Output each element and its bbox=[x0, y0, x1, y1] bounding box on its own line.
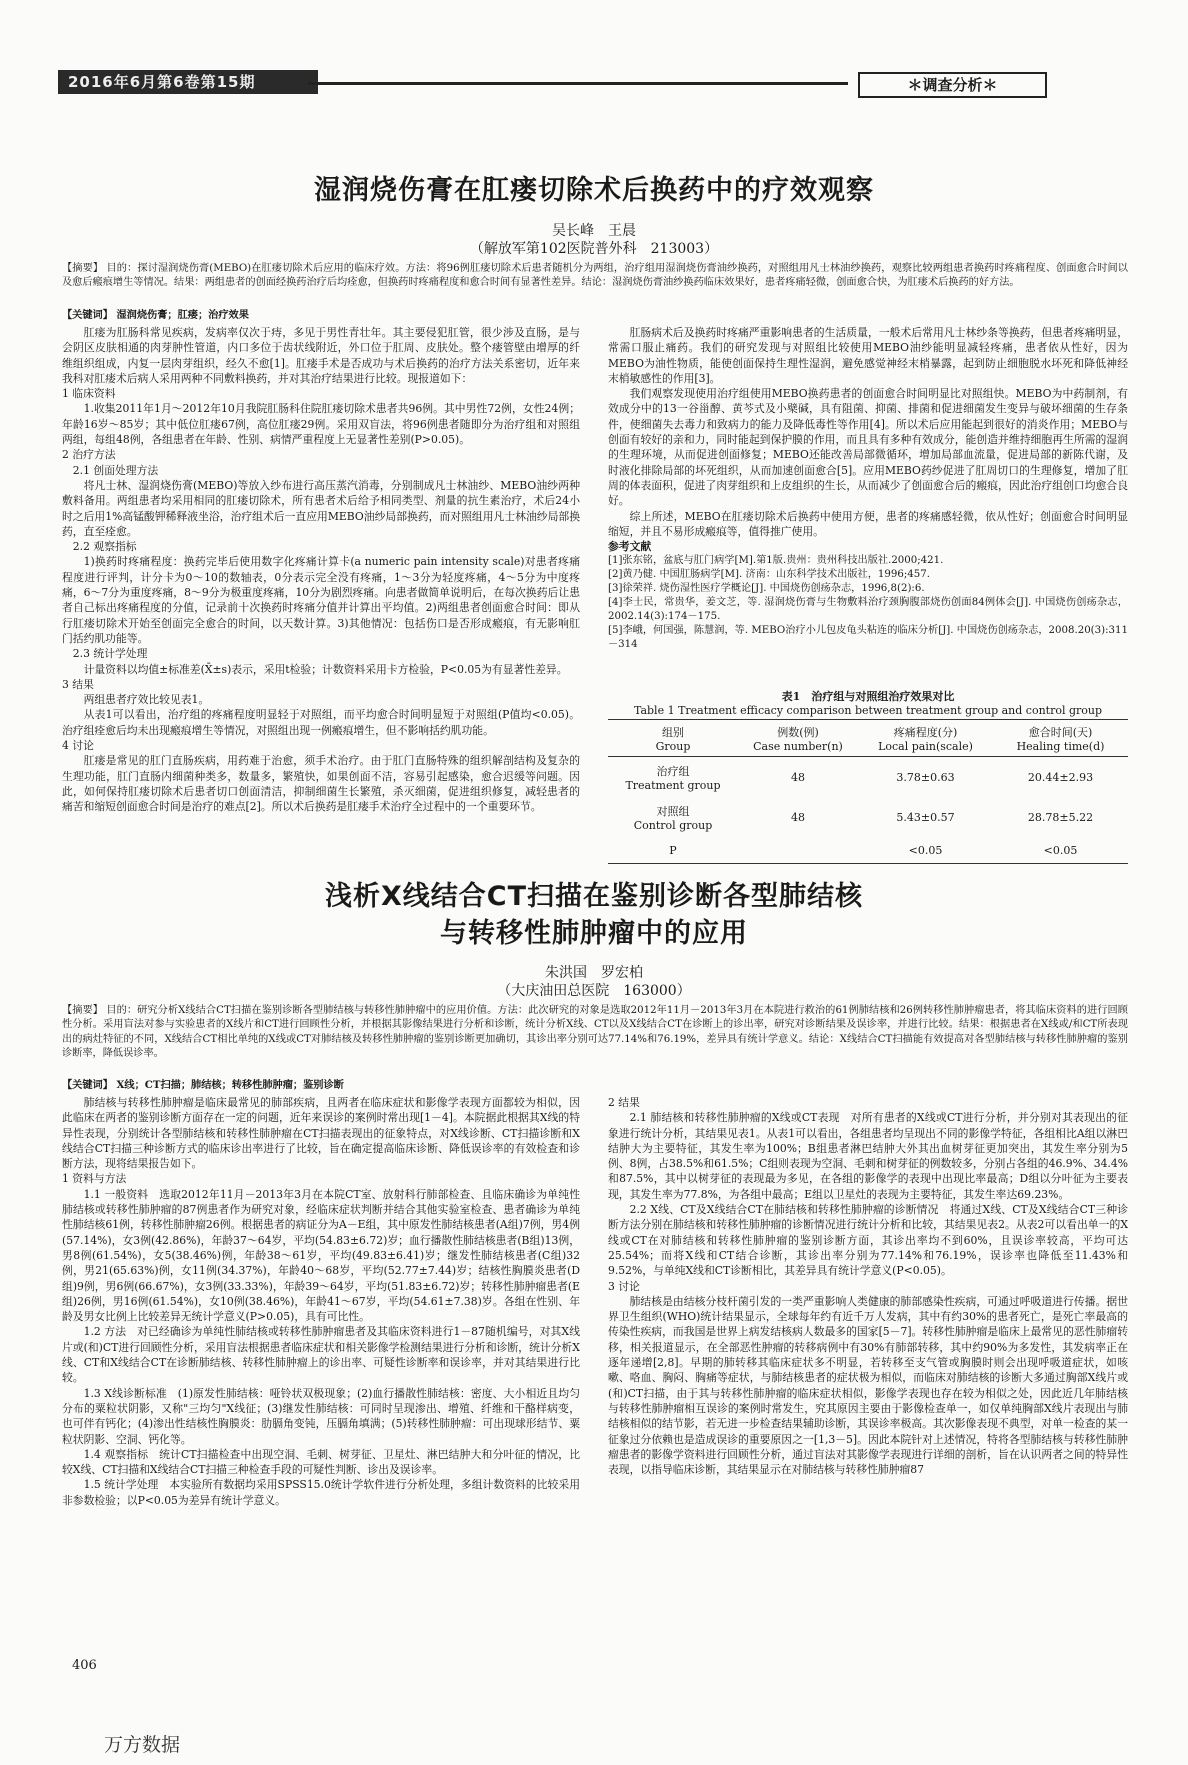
paragraph: 1.1 一般资料 选取2012年11月－2013年3月在本院CT室、放射科行肺部检查、且临床确诊为单纯性肺结核或转移性肺肿瘤的87例患者作为研究对象，经临床症状判断并结合其他实验室检查、患者确诊为单纯性肺结核61例，转移性肺肿瘤26例。根据患者的病证分为A－E组，其中原发性肺结核患者(A组)7例，男4例(57.14%)，女3例(42.86%)，年龄37～64岁，平均(54.83±6.72)岁；血行播散性肺结核患者(B组)13例，男8例(61.54%)，女5(38.46%)例，年龄38～61岁，平均(49.83±6.41)岁；继发性肺结核患者(C组)32例，男21(65.63%)例，女11例(34.37%)，年龄40～68岁，平均(52.77±7.44)岁；结核性胸膜炎患者(D组)9例，男6例(66.67%)，女3例(33.33%)，年龄39～64岁，平均(51.83±6.72)岁；转移性肺肿瘤患者(E组)26例，男16例(61.54%)，女10例(38.46%)，年龄41～67岁，平均(54.61±7.38)岁。各组在性别、年龄及男女比例上比较差异无统计学意义(P>0.05)，具有可比性。 bbox=[62, 1187, 580, 1324]
table-title-en: Table 1 Treatment efficacy comparison between treatment group and control group bbox=[633, 704, 1103, 717]
header-rule bbox=[308, 82, 848, 85]
section-heading: 2 结果 bbox=[608, 1096, 640, 1109]
table-row bbox=[608, 837, 1128, 863]
article2-title-line1: 浅析X线结合CT扫描在鉴别诊断各型肺结核 bbox=[324, 881, 864, 912]
article1-intro: 肛瘘为肛肠科常见疾病，发病率仅次于痔，多见于男性青壮年。其主要侵犯肛管，很少涉及直肠，是与会阴区皮肤相通的肉芽肿性管道，内口多位于齿状线附近，外口位于肛周、皮肤处。整个瘘管壁由增厚的纤维组织组成，内复一层肉芽组织，经久不愈[1]。肛瘘手术是否成功与术后换药的治疗方法关系密切，近年来我科对肛瘘术后病人采用两种不同敷料换药，并对其治疗结果进行比较。现报道如下： bbox=[62, 326, 580, 385]
paragraph: 2.1 肺结核和转移性肺肿瘤的X线或CT表现 对所有患者的X线或CT进行分析，并分别对其表现出的征象进行统计分析，其结果见表1。从表1可以看出，各组患者均呈现出不同的影像学特征，各组相比A组以淋巴结肿大为主要特征，其发生率为100%；B组患者淋巴结肿大外其出血树芽征更加突出，其发生率分别为5例、8例，占38.5%和61.5%；C组则表现为空洞、毛刺和树芽征的例数较多，分别占各组的46.9%、34.4%和87.5%，其中以树芽征的表现最为多见，在各组的影像学的表现中出现比率最高；D组以分叶征为主要表现，其发生率为77.8%，为各组中最高；E组以卫星灶的表现为主要特征，其发生率达69.23%。 bbox=[608, 1111, 1128, 1201]
subsection-heading: 2.3 统计学处理 bbox=[72, 647, 148, 661]
paragraph: 将凡士林、湿润烧伤膏(MEBO)等放入纱布进行高压蒸汽消毒，分别制成凡士林油纱、MEBO油纱两种敷料备用。两组患者均采用相同的肛瘘切除术，所有患者术后给予相同类型、剂量的抗生素治疗，术后24小时之后用1%高锰酸钾稀释液坐浴，治疗组术后一直应用MEBO油纱局部换药，而对照组用凡士林油纱局部换药，直至痊愈。 bbox=[62, 478, 580, 538]
table-title: 表1 治疗组与对照组治疗效果对比 bbox=[781, 690, 955, 703]
article2-keywords: 【关键词】 X线；CT扫描；肺结核；转移性肺肿瘤；鉴别诊断 bbox=[62, 1079, 344, 1091]
paragraph: 两组患者疗效比较见表1。 bbox=[83, 693, 210, 707]
table-cell: 3.78±0.63 bbox=[896, 770, 955, 784]
paragraph: 1.收集2011年1月～2012年10月我院肛肠科住院肛瘘切除术患者共96例。其中男性72例，女性24例；年龄16岁～85岁；其中低位肛瘘67例，高位肛瘘29例。采用双盲法，将96例患者随即分为治疗组和对照组两组，每组48例，各组患者在年龄、性别、病情严重程度上无显著性差别(P>0.05)。 bbox=[62, 402, 580, 447]
table-bottom-rule bbox=[608, 863, 1128, 864]
article2-abstract: 【摘要】 目的：研究分析X线结合CT扫描在鉴别诊断各型肺结核与转移性肺肿瘤中的应用价值。方法：此次研究的对象是选取2012年11月－2013年3月在本院进行救治的61例肺结核和26例转移性肺肿瘤患者，将其临床资料的进行回顾性分析。采用盲法对参与实验患者的X线片和CT进行回顾性分析，并根据其影像结果进行分析和诊断，统计分析X线、CT以及X线结合CT在诊断上的诊出率，研究对诊断结果及误诊率，并进行比较。结果：根据患者在X线或/和CT所表现出的病灶特征的不同，X线结合CT相比单纯的X线或CT对肺结核及转移性肺肿瘤的鉴别诊断更加确切，其诊出率分别可达77.14%和76.19%，差异具有统计学意义。结论：X线结合CT扫描能有效提高对各型肺结核与转移性肺肿瘤的鉴别诊断率，降低误诊率。 bbox=[62, 1005, 1128, 1060]
footer-logo: 万方数据 bbox=[104, 1734, 181, 1756]
article1-right-column bbox=[608, 325, 1128, 652]
results-table-body bbox=[608, 757, 1128, 863]
table-cell: 治疗组 bbox=[656, 764, 690, 778]
paragraph: 肺结核是由结核分枝杆菌引发的一类严重影响人类健康的肺部感染性疾病，可通过呼吸道进行传播。据世界卫生组织(WHO)统计结果显示，全球每年约有近千万人发病，其中有约30%的患者死亡，是死亡率最高的传染性疾病，而我国是世界上病发结核病人数最多的国家[5－7]。转移性肺肿瘤是临床上最常见的恶性肺瘤转移，相关报道显示，在全部恶性肿瘤的转移病例中有30%有肺部转移，其中约90%为多发性，其发病率正在逐年递增[2,8]。早期的肺转移其临床症状多不明显，若转移至支气管或胸膜时则会出现呼吸道症状，如咳嗽、咯血、胸闷、胸痛等症状，与肺结核患者的症状极为相似，而临床对肺结核的诊断大多通过胸部X线片或(和)CT扫描，由于其与转移性肺肿瘤的临床症状相似，影像学表现也存在较为相似之处，因此近几年肺结核与转移性肺肿瘤相互误诊的案例时常发生，究其原因主要由于影像检查单一，如仅单纯胸部X线片表现出与肺结核相似的结节影，若无进一步检查结果辅助诊断，其误诊率极高。其次影像表现不典型，对单一检查的某一征象过分依赖也是造成误诊的重要原因之一[1,3－5]。因此本院针对上述情况，特将各型肺结核与转移性肺肿瘤患者的影像学资料进行回顾性分析，通过盲法对其影像学表现进行详细的剖析，旨在认识两者之间的特异性表现，以指导临床诊断，其结果显示在对肺结核与转移性肺肿瘤87 bbox=[608, 1294, 1128, 1477]
page-number: 406 bbox=[72, 1658, 97, 1673]
table-header-en: Healing time(d) bbox=[1016, 739, 1105, 753]
table-header-en: Group bbox=[655, 739, 691, 753]
article1-title: 湿润烧伤膏在肛瘘切除术后换药中的疗效观察 bbox=[314, 175, 874, 206]
table-header: 例数(例) bbox=[777, 725, 819, 739]
paragraph: 计量资料以均值±标准差(X̄±s)表示，采用t检验；计数资料采用卡方检验，P<0.05为有显著性差异。 bbox=[83, 662, 568, 676]
paragraph: 1.2 方法 对已经确诊为单纯性肺结核或转移性肺肿瘤患者及其临床资料进行1－87随机编号，对其X线片或(和)CT进行回顾性分析，采用盲法根据患者临床症状和相关影像学检测结果进行分析和诊断，统计分析X线、CT和X线结合CT在诊断肺结核、转移性肺肿瘤上的诊出率、可疑性诊断率和误诊率，并对其结果进行比较。 bbox=[62, 1325, 580, 1385]
table-cell: <0.05 bbox=[908, 843, 943, 857]
section-heading: 1 临床资料 bbox=[62, 387, 116, 401]
table-row bbox=[608, 797, 1128, 837]
article1-keywords: 【关键词】 湿润烧伤膏；肛瘘；治疗效果 bbox=[62, 309, 249, 321]
table-cell: 5.43±0.57 bbox=[896, 810, 955, 824]
section-heading: 3 讨论 bbox=[608, 1279, 640, 1293]
article1-affiliation: （解放军第102医院普外科 213003） bbox=[469, 241, 719, 257]
subsection-heading: 2.2 观察指标 bbox=[72, 540, 137, 554]
article2-affiliation: （大庆油田总医院 163000） bbox=[497, 983, 691, 999]
article2-authors: 朱洪国 罗宏柏 bbox=[545, 965, 643, 981]
section-heading: 3 结果 bbox=[62, 677, 94, 691]
table-header: 愈合时间(天) bbox=[1028, 725, 1093, 739]
section-heading: 4 讨论 bbox=[62, 739, 94, 753]
paragraph: 1.5 统计学处理 本实验所有数据均采用SPSS15.0统计学软件进行分析处理，多组计数资料的比较采用非参数检验；以P<0.05为差异有统计学意义。 bbox=[62, 1478, 580, 1507]
results-table bbox=[608, 720, 1128, 756]
table-cell: 48 bbox=[791, 770, 805, 784]
article1-left-column bbox=[62, 325, 580, 815]
table-cell: 48 bbox=[791, 810, 805, 824]
paragraph: 肺结核与转移性肺肿瘤是临床最常见的肺部疾病，且两者在临床症状和影像学表现方面都较为相似，因此临床在两者的鉴别诊断方面存在一定的问题，近年来误诊的案例时常出现[1－4]。本院据此根据其X线的特异性表现，分别统计各型肺结核和转移性肺肿瘤在CT扫描表现出的征象特点，对X线诊断、CT扫描诊断和X线结合CT扫描三种诊断方式的临床诊出率进行了比较，旨在确定提高临床诊断、降低误诊率的有效检查和诊断方法，现将结果报告如下。 bbox=[62, 1096, 580, 1171]
table-header: 疼痛程度(分) bbox=[893, 725, 958, 739]
table-cell: <0.05 bbox=[1043, 843, 1078, 857]
reference-item: [4]李士民，常贵华，姜文芝，等. 湿润烧伤膏与生物敷料治疗颈胸腹部烧伤创面84例体会[J]. 中国烧伤创疡杂志，2002.14(3):174－175. bbox=[608, 597, 1128, 623]
paragraph: 1.3 X线诊断标准 (1)原发性肺结核：哑铃状双极现象；(2)血行播散性肺结核：密度、大小相近且均匀分布的粟粒状阴影，又称"三均匀"X线征；(3)继发性肺结核：可同时呈现渗出、增殖、纤维和干酪样病变，也可伴有钙化；(4)渗出性结核性胸膜炎：肋膈角变钝，压膈角填满；(5)转移性肺肿瘤：可出现球形结节、粟粒状阴影、空洞、钙化等。 bbox=[62, 1386, 580, 1446]
table-cell bbox=[738, 837, 858, 863]
issue-banner: 2016年6月第6卷第15期 bbox=[58, 70, 318, 94]
references-heading: 参考文献 bbox=[608, 540, 652, 554]
table-header: 组别 bbox=[662, 725, 684, 739]
table1 bbox=[608, 688, 1128, 864]
paragraph: 我们观察发现使用治疗组使用MEBO换药患者的创面愈合时间明显比对照组快。MEBO为中药制剂，有效成分中的13一谷甾醇、黄芩式及小檗碱，具有阻菌、抑菌、排菌和促进细菌发生变异与破坏细菌的生存条件，使细菌失去毒力和致病力的能力及降低毒性等作用[4]。所以术后应用能起到很好的消炎作用；MEBO与创面有较好的亲和力，同时能起到保护膜的作用，而且具有多种有效成分，能创造并维持细胞再生所需的湿润的生理环境，从而促进创面修复；MEBO还能改善局部微循环，增加局部血流量，促进局部的新陈代谢，及时液化排除局部的坏死组织，从而加速创面愈合[5]。应用MEBO药纱促进了肛周切口的生理修复，增加了肛周的体表面积，促进了肉芽组织和上皮组织的生长，从而减少了创面愈合后的瘢痕，因此治疗组创口均愈合良好。 bbox=[608, 387, 1128, 508]
reference-item: [3]徐荣祥. 烧伤湿性医疗学概论[J]. 中国烧伤创疡杂志，1996,8(2):6. bbox=[608, 583, 925, 595]
reference-item: [2]黄乃健. 中国肛肠病学[M]. 济南：山东科学技术出版社，1996;457. bbox=[608, 569, 930, 581]
article2-right-column bbox=[608, 1095, 1128, 1477]
table-cell: P bbox=[669, 843, 677, 857]
article2-title-line2: 与转移性肺肿瘤中的应用 bbox=[440, 918, 748, 949]
table-cell: 20.44±2.93 bbox=[1027, 770, 1094, 784]
reference-item: [5]李峨，何国强，陈慧润，等. MEBO治疗小儿包皮龟头粘连的临床分析[J]. 中国烧伤创疡杂志，2008.20(3):311－314 bbox=[608, 625, 1128, 651]
paragraph: 1)换药时疼痛程度：换药完毕后使用数字化疼痛计算卡(a numeric pain intensity scale)对患者疼痛程度进行评判，计分卡为0～10的数轴表，0分表示完全没有疼痛，1～3分为轻度疼痛，4～5分为中度疼痛，6～7分为重度疼痛，8～9分为极重度疼痛，10分为剧烈疼痛。向患者做简单说明后，在每次换药后让患者自己标出疼痛程度的分值，记录前十次换药时疼痛分值并计算出平均值。2)两组患者创面愈合时间：即从行肛瘘切除术开始至创面完全愈合的时间，以天数计算。3)其他情况：包括伤口是否形成瘢痕，有无影响肛门括约肌功能等。 bbox=[62, 555, 580, 645]
table-header-en: Local pain(scale) bbox=[878, 739, 973, 753]
paragraph: 综上所述，MEBO在肛瘘切除术后换药中使用方便，患者的疼痛感轻微，依从性好；创面愈合时间明显缩短，并且不易形成瘢痕等，值得推广使用。 bbox=[608, 509, 1128, 538]
reference-item: [1]张东铭，盆底与肛门病学[M].第1版.贵州：贵州科技出版社.2000;421. bbox=[608, 555, 944, 567]
paragraph: 肛瘘是常见的肛门直肠疾病，用药难于治愈，须手术治疗。由于肛门直肠特殊的组织解剖结构及复杂的生理功能，肛门直肠内细菌种类多，数量多，繁殖快，如果创面不洁，容易引起感染，愈合迟缓等问题。因此，如何保持肛瘘切除术后患者切口创面清洁，抑制细菌生长繁殖，杀灭细菌，促进组织修复，减轻患者的痛苦和缩短创面愈合时间是治疗的难点[2]。所以术后换药是肛瘘手术治疗全过程中的一个重要环节。 bbox=[62, 754, 580, 814]
article1-abstract: 【摘要】 目的：探讨湿润烧伤膏(MEBO)在肛瘘切除术后应用的临床疗效。方法：将96例肛瘘切除术后患者随机分为两组，治疗组用湿润烧伤膏油纱换药，对照组用凡士林油纱换药，观察比较两组患者换药时疼痛程度、创面愈合时间以及愈后瘢痕增生等情况。结果：两组患者的创面经换药治疗后均痊愈，但换药时疼痛程度和愈合时间有显著性差异。结论：湿润烧伤膏油纱换药临床效果好，患者疼痛轻微，创面愈合快，为肛瘘术后换药的好方法。 bbox=[62, 263, 1128, 289]
subsection-heading: 2.1 创面处理方法 bbox=[72, 463, 159, 477]
section-label: ＊调查分析＊ bbox=[858, 72, 1047, 98]
section-heading: 1 资料与方法 bbox=[62, 1172, 127, 1186]
section-heading: 2 治疗方法 bbox=[62, 448, 116, 462]
article2-left-column bbox=[62, 1095, 580, 1508]
table-cell: 28.78±5.22 bbox=[1027, 810, 1094, 824]
paragraph: 1.4 观察指标 统计CT扫描检查中出现空洞、毛刺、树芽征、卫星灶、淋巴结肿大和分叶征的情况，比较X线、CT扫描和X线结合CT扫描三种检查手段的可疑性判断、诊出及误诊率。 bbox=[62, 1447, 580, 1477]
paragraph: 从表1可以看出，治疗组的疼痛程度明显轻于对照组，而平均愈合时间明显短于对照组(P值均<0.05)。治疗组痊愈后均未出现瘢痕增生等情况，对照组出现一例瘢痕增生，但不影响括约肌功能。 bbox=[62, 708, 580, 737]
table-cell: 对照组 bbox=[656, 804, 690, 818]
paragraph: 2.2 X线、CT及X线结合CT在肺结核和转移性肺肿瘤的诊断情况 将通过X线、CT及X线结合CT三种诊断方法分别在肺结核和转移性肺肿瘤的诊断情况进行统计分析和比较，其结果见表2。从表2可以看出单一的X线或CT在对肺结核和转移性肺肿瘤的鉴别诊断方面，其诊出率均不到60%，且误诊率较高，平均可达25.54%；而将X线和CT结合诊断，其诊出率分别为77.14%和76.19%，误诊率也降低至11.43%和9.52%，与单纯X线和CT诊断相比，其差异具有统计学意义(P<0.05)。 bbox=[608, 1203, 1128, 1278]
table-header-en: Case number(n) bbox=[753, 739, 843, 753]
table-cell: Treatment group bbox=[625, 778, 721, 792]
table-cell: Control group bbox=[633, 818, 713, 832]
paragraph: 肛肠病术后及换药时疼痛严重影响患者的生活质量，一般术后常用凡士林纱条等换药，但患者疼痛明显，常需口服止痛药。我们的研究发现与对照组比较使用MEBO油纱能明显减轻疼痛，患者依从性好，因为MEBO为油性物质，能使创面保持生理性湿润，避免感觉神经末梢暴露，起到防止细胞脱水坏死和降低神经末梢敏感性的作用[3]。 bbox=[608, 326, 1128, 385]
article1-authors: 吴长峰 王晨 bbox=[552, 223, 636, 239]
table-row bbox=[608, 757, 1128, 797]
